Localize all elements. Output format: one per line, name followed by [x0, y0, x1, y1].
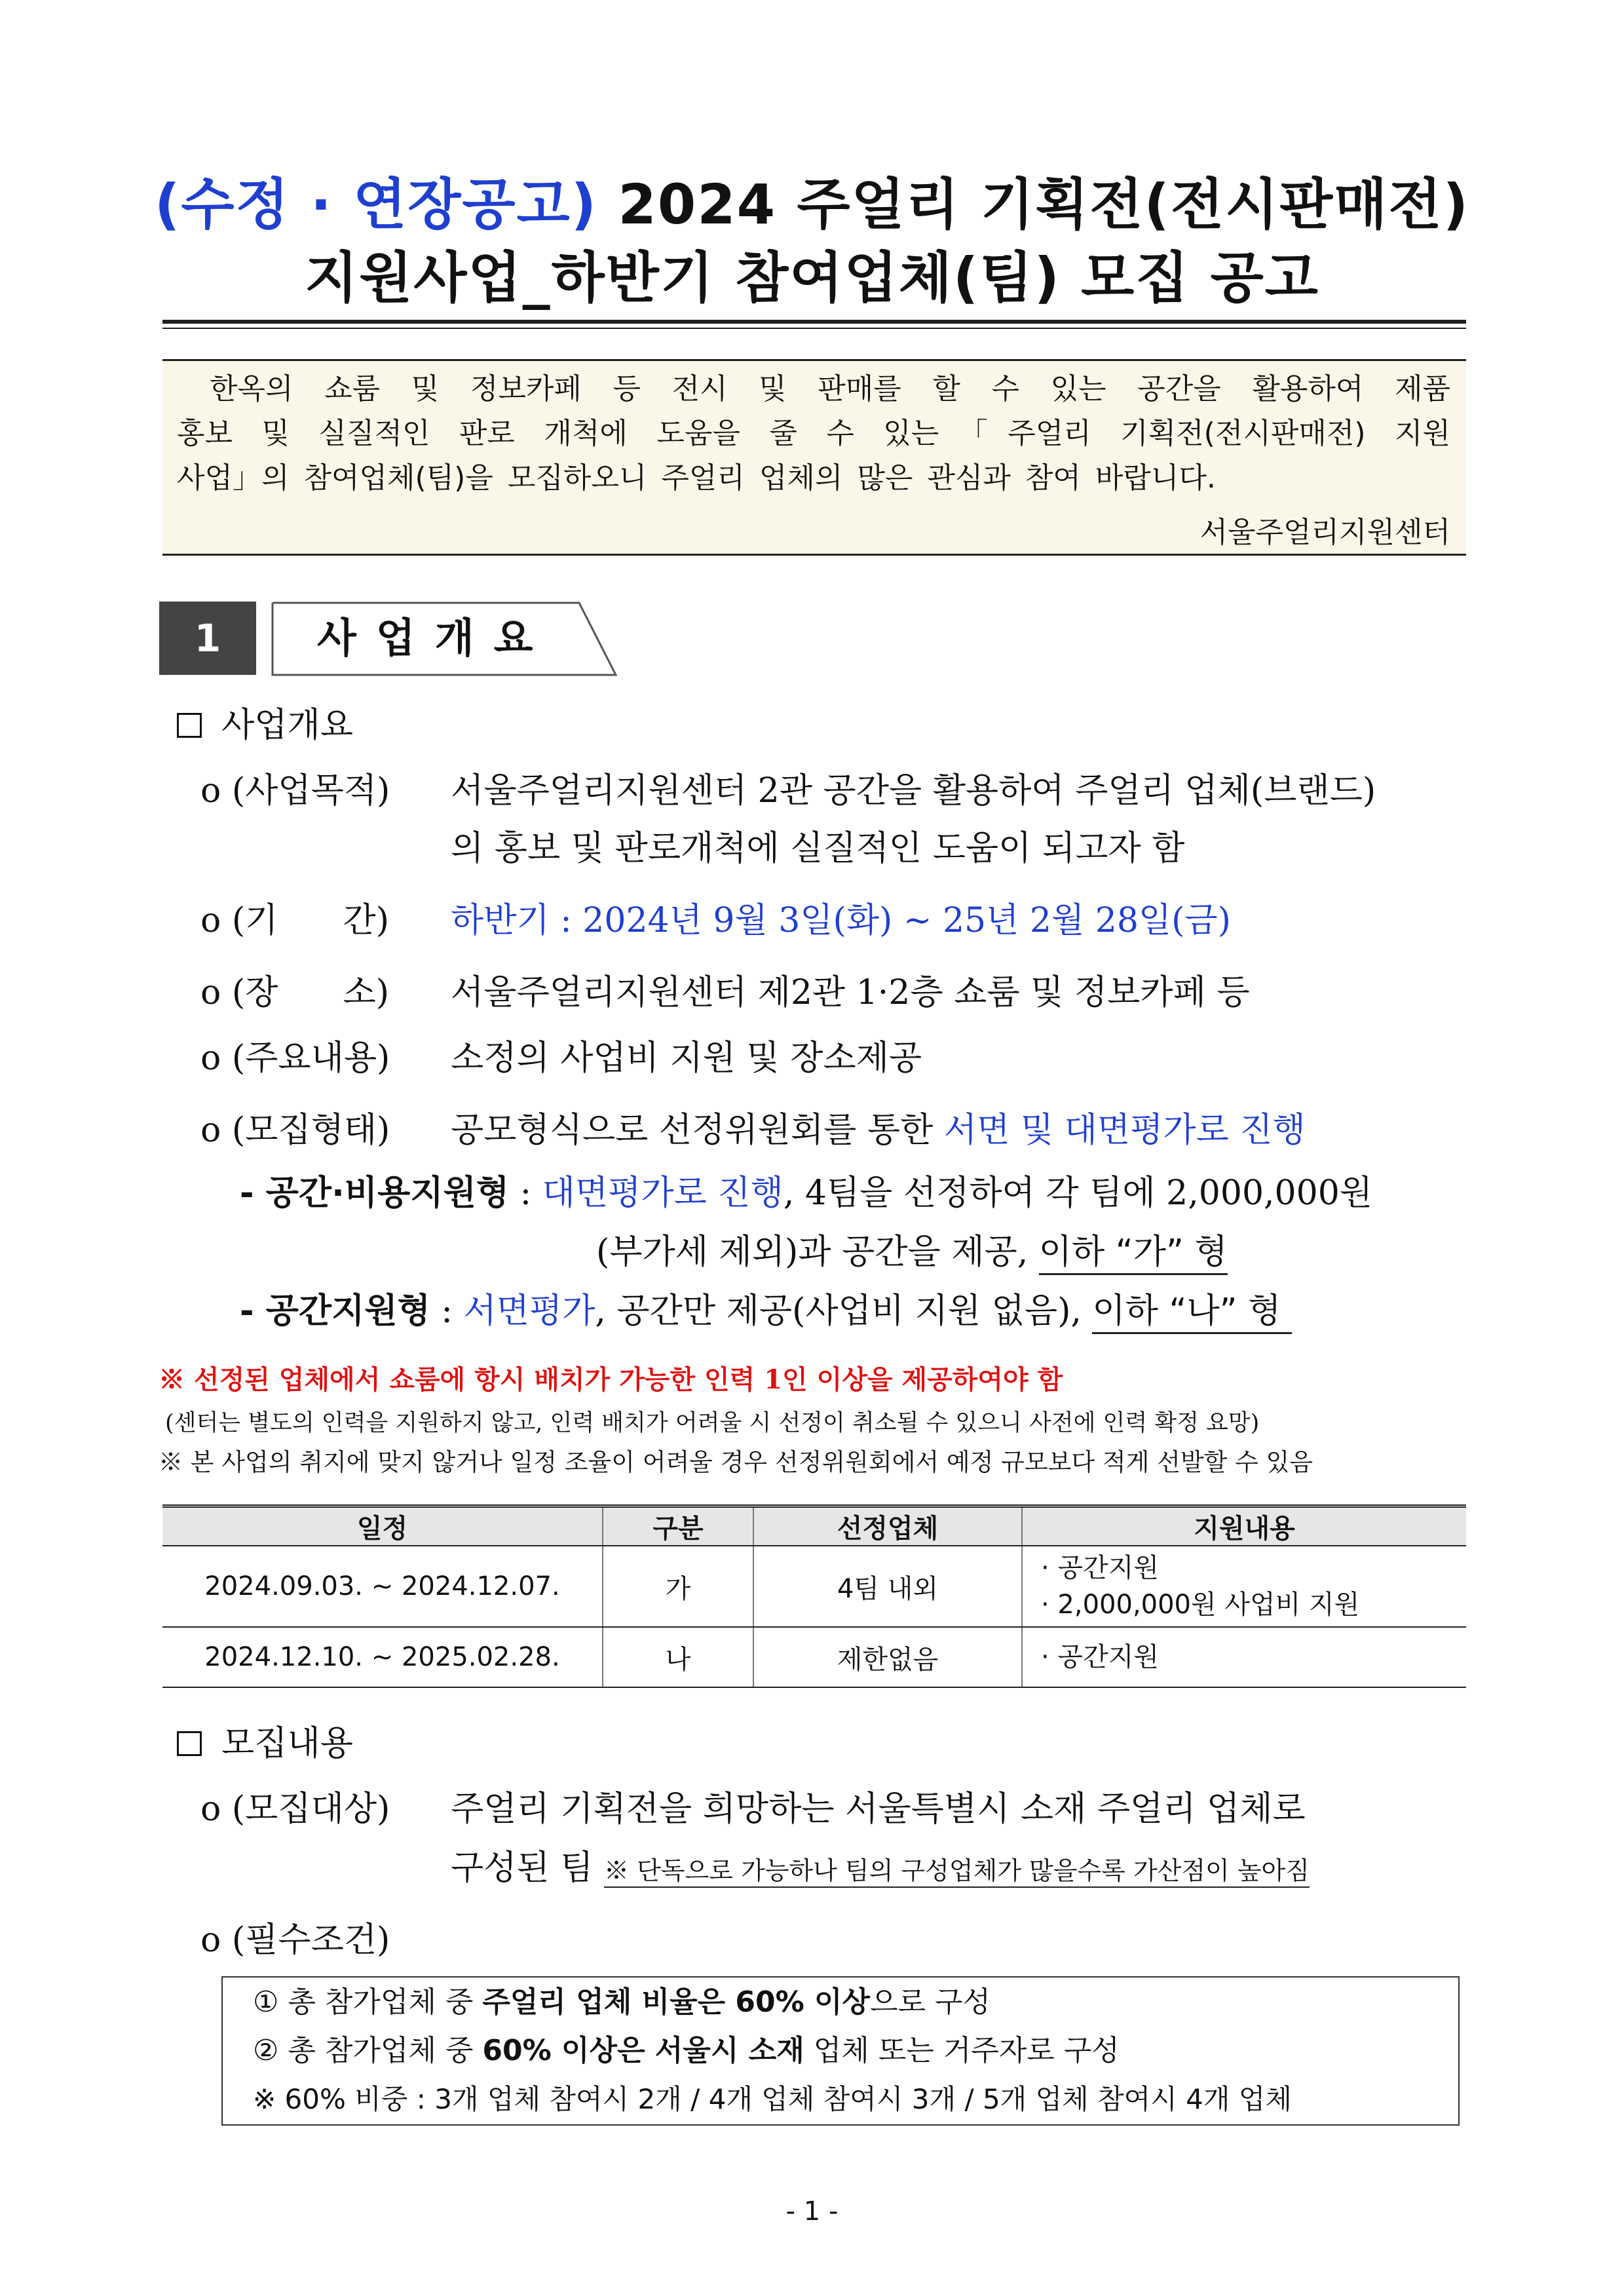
table-cell-count: 4팀 내외 — [753, 1546, 1022, 1627]
title-rule-thin — [162, 328, 1466, 329]
page-number: - 1 - — [785, 2196, 839, 2227]
purpose-text-2: 의 홍보 및 판로개척에 실질적인 도움이 되고자 함 — [451, 829, 1185, 868]
notice-signature: 서울주얼리지원센터 — [1199, 516, 1450, 549]
type-a-line: - 공간·비용지원형 : 대면평가로 진행, 4팀을 선정하여 각 팀에 2,000,000원 — [240, 1174, 1373, 1213]
table-cell-support: · 공간지원 — [1022, 1627, 1466, 1687]
target-text-2: 구성된 팀 ※ 단독으로 가능하나 팀의 구성업체가 많을수록 가산점이 높아짐 — [451, 1848, 1310, 1888]
notice-line-3: 사업」의 참여업체(팀)을 모집하오니 주얼리 업체의 많은 관심과 참여 바랍니다. — [177, 461, 1216, 495]
recruit-heading: 모집내용 — [177, 1721, 353, 1767]
table-cell-date: 2024.12.10. ~ 2025.02.28. — [162, 1627, 603, 1687]
staff-requirement-detail: (센터는 별도의 인력을 지원하지 않고, 인력 배치가 어려울 시 선정이 취소될 수 있으니 사전에 인력 확정 요망) — [165, 1410, 1260, 1436]
period-value: 하반기 : 2024년 9월 3일(화) ~ 25년 2월 28일(금) — [451, 901, 1231, 940]
staff-requirement-note: ※ 선정된 업체에서 쇼룸에 항시 배치가 가능한 인력 1인 이상을 제공하여야 함 — [159, 1364, 1063, 1395]
page-title-line2: 지원사업_하반기 참여업체(팀) 모집 공고 — [305, 246, 1319, 310]
table-row — [162, 1546, 1466, 1627]
requirement-2: ② 총 참가업체 중 60% 이상은 서울시 소재 업체 또는 거주자로 구성 — [253, 2034, 1120, 2067]
type-value: 공모형식으로 선정위원회를 통한 서면 및 대면평가로 진행 — [451, 1111, 1306, 1150]
type-b-line: - 공간지원형 : 서면평가, 공간만 제공(사업비 지원 없음), 이하 “나” 형 — [240, 1288, 1292, 1334]
table-cell-count: 제한없음 — [753, 1627, 1022, 1687]
title-line1-text: 2024 주얼리 기획전(전시판매전) — [618, 172, 1469, 237]
period-label: o (기 간) — [200, 901, 390, 940]
table-cell-type: 가 — [603, 1546, 753, 1627]
checkbox-square-icon — [177, 713, 202, 738]
purpose-text-1: 서울주얼리지원센터 2관 공간을 활용하여 주얼리 업체(브랜드) — [451, 771, 1376, 811]
requirement-label: o (필수조건) — [200, 1921, 390, 1960]
table-header-date: 일정 — [162, 1506, 603, 1546]
table-cell-date: 2024.09.03. ~ 2024.12.07. — [162, 1546, 603, 1627]
table-header-support: 지원내용 — [1022, 1506, 1466, 1546]
table-row — [162, 1627, 1466, 1687]
requirement-3: ※ 60% 비중 : 3개 업체 참여시 2개 / 4개 업체 참여시 3개 / 5개 업체 참여시 4개 업체 — [253, 2083, 1292, 2115]
schedule-table — [162, 1504, 1466, 1688]
content-value: 소정의 사업비 지원 및 장소제공 — [451, 1039, 922, 1078]
type-a-line-2: (부가세 제외)과 공간을 제공, 이하 “가” 형 — [596, 1229, 1228, 1275]
table-header-type: 구분 — [603, 1506, 753, 1546]
overview-heading: 사업개요 — [177, 702, 353, 748]
page-title-line1 — [0, 172, 1624, 237]
section-title: 사업개요 — [317, 614, 553, 662]
requirement-box — [221, 1976, 1460, 2126]
section-number: 1 — [159, 602, 256, 675]
selection-note: ※ 본 사업의 취지에 맞지 않거나 일정 조율이 어려울 경우 선정위원회에서 예정 규모보다 적게 선발할 수 있음 — [159, 1448, 1313, 1476]
table-cell-type: 나 — [603, 1627, 753, 1687]
checkbox-square-icon — [177, 1731, 202, 1756]
table-cell-support: · 공간지원 · 2,000,000원 사업비 지원 — [1022, 1546, 1466, 1627]
table-header-selected: 선정업체 — [753, 1506, 1022, 1546]
target-text-1: 주얼리 기획전을 희망하는 서울특별시 소재 주얼리 업체로 — [451, 1789, 1306, 1829]
purpose-label: o (사업목적) — [200, 771, 390, 811]
place-label: o (장 소) — [200, 973, 390, 1012]
type-label: o (모집형태) — [200, 1111, 390, 1150]
notice-box — [162, 359, 1466, 556]
place-value: 서울주얼리지원센터 제2관 1·2층 쇼룸 및 정보카페 등 — [451, 973, 1250, 1012]
notice-line-1: 한옥의 쇼룸 및 정보카페 등 전시 및 판매를 할 수 있는 공간을 활용하여 제품 — [210, 372, 1450, 406]
title-highlight: (수정 · 연장공고) — [155, 172, 598, 237]
target-note: ※ 단독으로 가능하나 팀의 구성업체가 많을수록 가산점이 높아짐 — [604, 1856, 1310, 1888]
content-label: o (주요내용) — [200, 1039, 390, 1078]
notice-line-2: 홍보 및 실질적인 판로 개척에 도움을 줄 수 있는「주얼리 기획전(전시판매전) 지원 — [177, 417, 1450, 450]
title-rule — [162, 320, 1466, 324]
target-label: o (모집대상) — [200, 1789, 390, 1829]
requirement-1: ① 총 참가업체 중 주얼리 업체 비율은 60% 이상으로 구성 — [253, 1985, 991, 2019]
